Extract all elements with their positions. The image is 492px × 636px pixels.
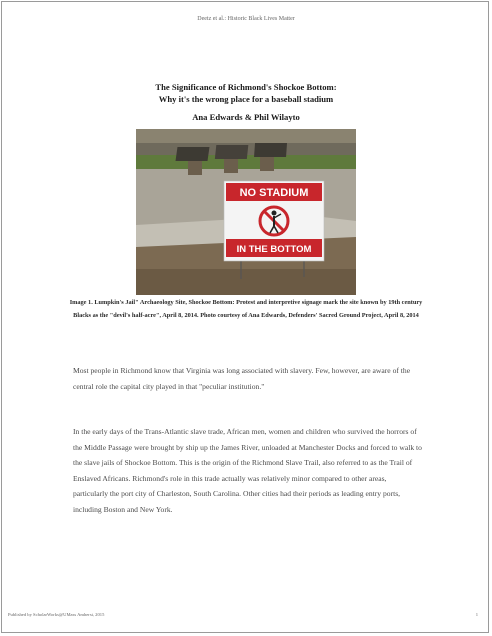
title-line-2: Why it's the wrong place for a baseball stadium: [158, 94, 334, 104]
interpretive-markers: [176, 143, 288, 175]
figure-caption: Image 1. Lumpkin's Jail" Archaeology Site, Shockoe Bottom: Protest and interpretive signage mark the site known by 19th century Blacks as the "devil's half-acre", April 8, 2014. Photo courtesy of Ana Edwards, Defenders' Sacred Ground Project, April 8, 2014: [69, 299, 423, 319]
footer-publisher: Published by ScholarWorks@UMass Amherst, 2015: [8, 612, 105, 617]
page-number: 1: [475, 612, 478, 617]
running-head: Deetz et al.: Historic Black Lives Matter: [197, 16, 295, 22]
protest-photo: [136, 129, 356, 295]
sign-bottom-text: IN THE BOTTOM: [236, 244, 312, 255]
paragraph-1: Most people in Richmond know that Virginia was long associated with slavery. Few, however, are aware of the central role the capital city played in that "peculiar institution.": [73, 366, 411, 391]
title-line-1: The Significance of Richmond's Shockoe Bottom:: [155, 82, 337, 92]
article-title: [60, 81, 432, 105]
paragraph-2: In the early days of the Trans-Atlantic slave trade, African men, women and children who survived the horrors of the Middle Passage were brought by ship up the James River, unloaded at Manchester Docks and forced to walk to the slave jails of Shockoe Bottom. This is the origin of the Richmond Slave Trail, also referred to as the Trail of Enslaved Africans. Richmond's role in this trade actually was relatively minor compared to other areas, particularly the port city of Charleston, South Carolina. Other cities had their periods as leading entry ports, including Boston and New York.: [73, 427, 422, 514]
authors: Ana Edwards & Phil Wilayto: [192, 112, 300, 122]
sign-top-text: NO STADIUM: [239, 187, 309, 199]
